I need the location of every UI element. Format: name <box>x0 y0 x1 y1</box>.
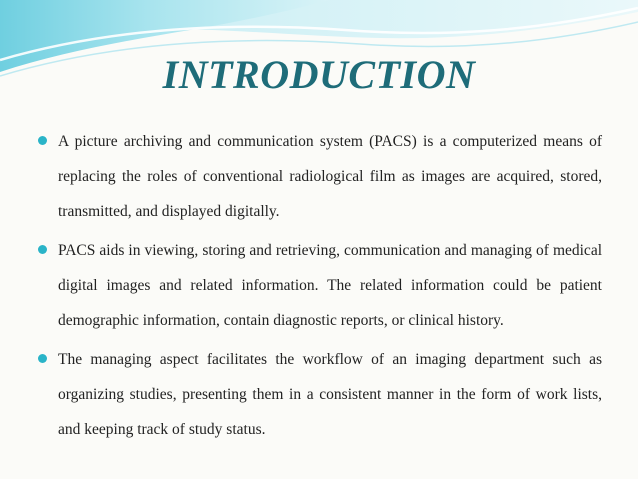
bullet-dot-icon <box>38 354 47 363</box>
bullet-item-pacs-definition <box>38 124 602 229</box>
bullet-dot-icon <box>38 245 47 254</box>
bullet-item-managing-aspect <box>38 342 602 447</box>
bullet-dot-icon <box>38 136 47 145</box>
bullet-text: A picture archiving and communication system (PACS) is a computerized means of replacing the roles of conventional radiological film as images are acquired, stored, transmitted, and displayed digitally. <box>58 133 602 220</box>
bullet-text: PACS aids in viewing, storing and retrieving, communication and managing of medical digital images and related information. The related information could be patient demographic information, contain diagnostic reports, or clinical history. <box>58 242 602 329</box>
bullet-list <box>38 124 602 451</box>
bullet-text: The managing aspect facilitates the workflow of an imaging department such as organizing studies, presenting them in a consistent manner in the form of work lists, and keeping track of study status. <box>58 351 602 438</box>
bullet-item-pacs-aids <box>38 233 602 338</box>
slide-title: INTRODUCTION <box>162 52 476 97</box>
